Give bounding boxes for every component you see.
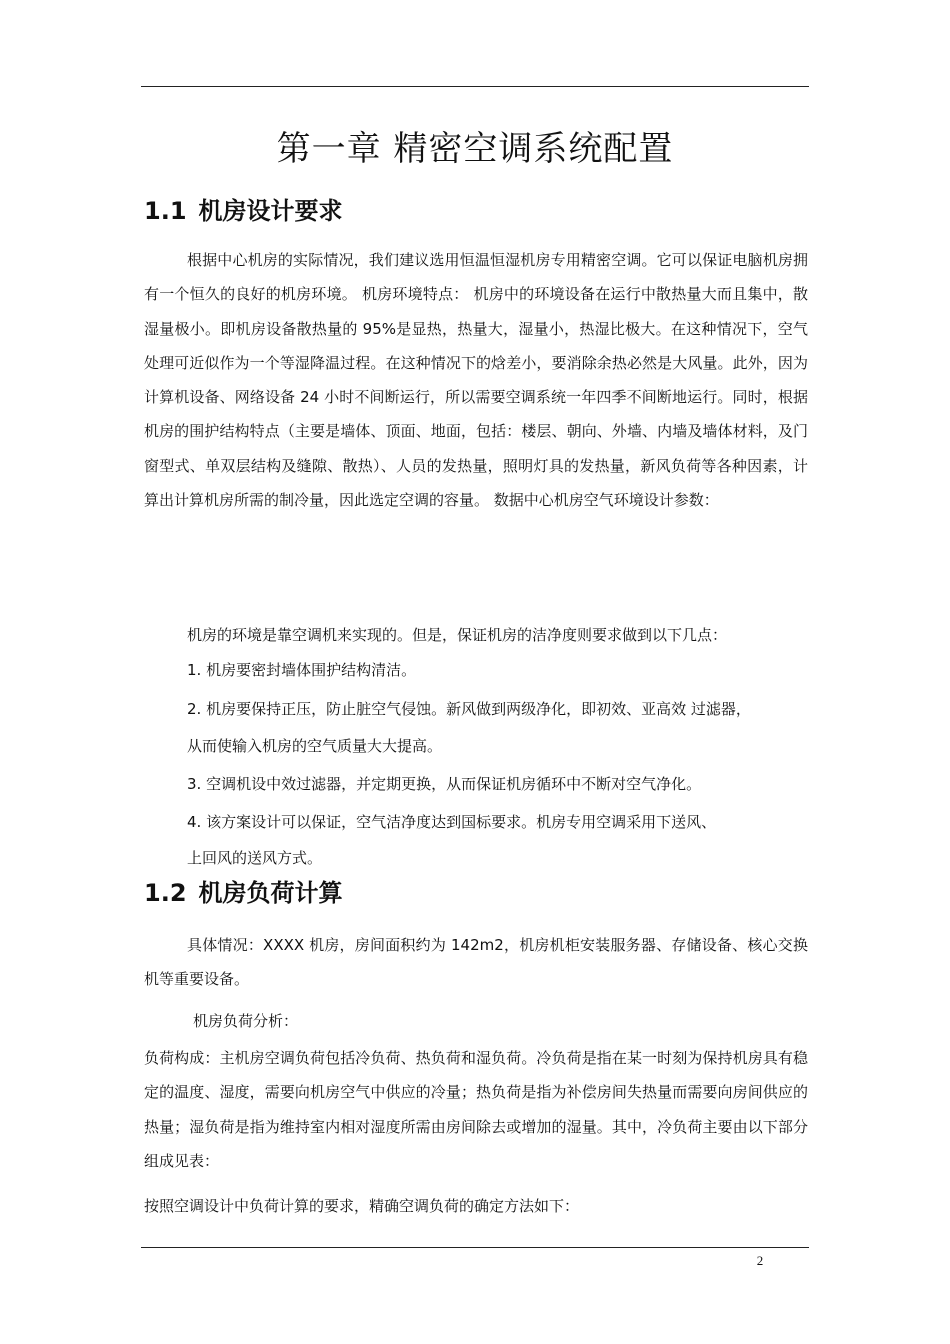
list-item-2-line-2: 从而使输入机房的空气质量大大提高。: [187, 737, 443, 755]
list-item-4-line-1: 4. 该方案设计可以保证，空气洁净度达到国标要求。机房专用空调采用下送风、: [187, 813, 717, 831]
section-title: 机房负荷计算: [198, 879, 343, 907]
load-composition-paragraph: 负荷构成：主机房空调负荷包括冷负荷、热负荷和湿负荷。冷负荷是指在某一时刻为保持机房具有稳定的温度、湿度，需要向机房空气中供应的冷量；热负荷是指为补偿房间失热量而需要向房间供应的热量；湿负荷是指为维持室内相对湿度所需由房间除去或增加的湿量。其中，冷负荷主要由以下部分组成见表：: [144, 1049, 808, 1170]
list-item-2-line-1: 2. 机房要保持正压，防止脏空气侵蚀。新风做到两级净化，即初效、亚高效 过滤器，: [187, 700, 751, 718]
chapter-title: 第一章 精密空调系统配置: [276, 128, 674, 169]
list-item-3: 3. 空调机设中效过滤器，并定期更换，从而保证机房循环中不断对空气净化。: [187, 775, 702, 793]
design-requirements-paragraph: 根据中心机房的实际情况，我们建议选用恒温恒湿机房专用精密空调。它可以保证电脑机房拥有一个恒久的良好的机房环境。 机房环境特点： 机房中的环境设备在运行中散热量大而且集中，散湿量极小。即机房设备散热量的 95%是显热，热量大，湿量小，热湿比极大。在这种情况下，空气处理可近似作为一个等湿降温过程。在这种情况下的焓差小，要消除余热必然是大风量。此外，因为计算机设备、网络设备 24 小时不间断运行，所以需要空调系统一年四季不间断地运行。同时，根据机房的围护结构特点（主要是墙体、顶面、地面，包括：楼层、朝向、外墙、内墙及墙体材料，及门窗型式、单双层结构及缝隙、散热）、人员的发热量，照明灯具的发热量，新风负荷等各种因素，计算出计算机房所需的制冷量，因此选定空调的容量。 数据中心机房空气环境设计参数：: [144, 251, 808, 510]
footer-rule: [141, 1247, 809, 1248]
calculation-method-line: 按照空调设计中负荷计算的要求，精确空调负荷的确定方法如下：: [144, 1197, 580, 1215]
list-item-1: 1. 机房要密封墙体围护结构清洁。: [187, 661, 417, 679]
list-item-4-line-2: 上回风的送风方式。: [187, 849, 323, 867]
header-rule: [141, 86, 809, 87]
section-number: 1.1: [144, 197, 187, 225]
section-number: 1.2: [144, 879, 187, 907]
section-heading-1-2: [144, 876, 343, 910]
section-title: 机房设计要求: [198, 197, 343, 225]
cleanliness-intro: 机房的环境是靠空调机来实现的。但是，保证机房的洁净度则要求做到以下几点：: [187, 626, 728, 644]
room-details-paragraph: 具体情况：XXXX 机房，房间面积约为 142m2，机房机柜安装服务器、存储设备、核心交换机等重要设备。: [144, 936, 808, 989]
load-analysis-label: 机房负荷分析：: [193, 1012, 299, 1030]
page-number: 2: [756, 1253, 764, 1268]
section-heading-1-1: [144, 194, 343, 228]
